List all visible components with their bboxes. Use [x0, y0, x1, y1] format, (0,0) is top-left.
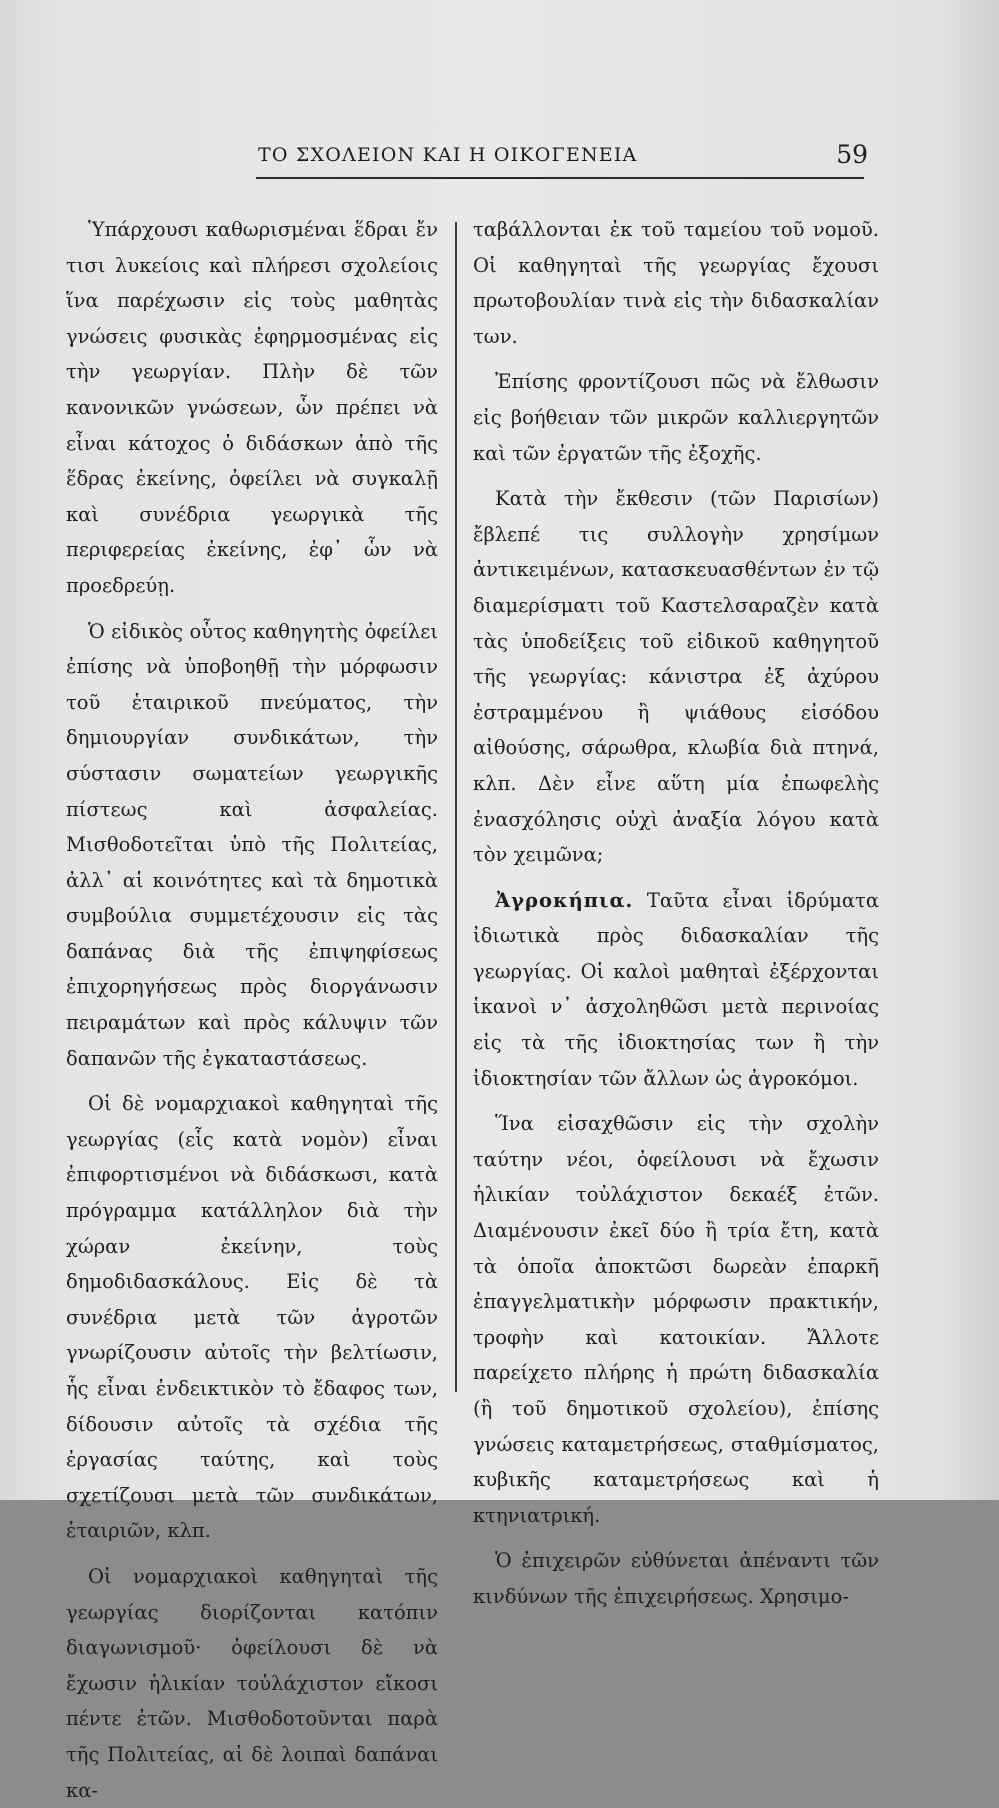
subhead-body: Ταῦτα εἶναι ἱδρύματα ἰδιωτικὰ πρὸς διδασκαλίαν τῆς γεωργίας. Οἱ καλοὶ μαθηταὶ ἐξέρχονται ἱκανοὶ ν᾽ ἀσχοληθῶσι μετὰ περινοίας εἰς τὰ τῆς ἰδιοκτησίας των ἢ τὴν ἰδιοκτησίαν τῶν ἄλλων ὡς ἀγροκόμοι.: [473, 888, 879, 1090]
paragraph: Ὁ ἐπιχειρῶν εὐθύνεται ἀπέναντι τῶν κινδύνων τῆς ἐπιχειρήσεως. Χρησιμο-: [473, 1549, 879, 1608]
header-rule: [256, 177, 864, 179]
column-divider: [455, 222, 457, 1392]
paragraph-with-subhead: [473, 883, 879, 1097]
right-column: [473, 212, 879, 1608]
paragraph: Ὑπάρχουσι καθωρισμέναι ἕδραι ἔν τισι λυκείοις καὶ πλήρεσι σχολείοις ἵνα παρέχωσιν εἰς τοὺς μαθητὰς γνώσεις φυσικὰς ἐφηρμοσμένας εἰς τὴν γεωργίαν. Πλὴν δὲ τῶν κανονικῶν γνώσεων, ὧν πρέπει νὰ εἶναι κάτοχος ὁ διδάσκων ἀπὸ τῆς ἕδρας ἐκείνης, ὀφείλει νὰ συγκαλῇ καὶ συνέδρια γεωργικὰ τῆς περιφερείας ἐκείνης, ἐφ᾽ ὧν νὰ προεδρεύῃ.: [66, 218, 438, 597]
left-column: [66, 212, 438, 1802]
paragraph: Ἵνα εἰσαχθῶσιν εἰς τὴν σχολὴν ταύτην νέοι, ὀφείλουσι νὰ ἔχωσιν ἡλικίαν τοὐλάχιστον δεκαέξ ἐτῶν. Διαμένουσιν ἐκεῖ δύο ἢ τρία ἔτη, κατὰ τὰ ὁποῖα ἀποκτῶσι δωρεὰν ἐπαρκῆ ἐπαγγελματικὴν μόρφωσιν πρακτικήν, τροφὴν καὶ κατοικίαν. Ἄλλοτε παρείχετο πλήρης ἡ πρώτη διδασκαλία (ἢ τοῦ δημοτικοῦ σχολείου), ἐπίσης γνώσεις καταμετρήσεως, σταθμίσματος, κυβικῆς καταμετρήσεως καὶ ἡ κτηνιατρική.: [473, 1112, 879, 1527]
page-number: 59: [836, 140, 868, 169]
paragraph: Οἱ νομαρχιακοὶ καθηγηταὶ τῆς γεωργίας διορίζονται κατόπιν διαγωνισμοῦ· ὀφείλουσι δὲ νὰ ἔχωσιν ἡλικίαν τοὐλάχιστον εἴκοσι πέντε ἐτῶν. Μισθοδοτοῦνται παρὰ τῆς Πολιτείας, αἱ δὲ λοιπαὶ δαπάναι κα-: [66, 1564, 438, 1802]
section-subhead: Ἀγροκήπια.: [495, 888, 634, 912]
paragraph: Ὁ εἰδικὸς οὗτος καθηγητὴς ὀφείλει ἐπίσης νὰ ὑποβοηθῇ τὴν μόρφωσιν τοῦ ἑταιρικοῦ πνεύματος, τὴν δημιουργίαν συνδικάτων, τὴν σύστασιν σωματείων γεωργικῆς πίστεως καὶ ἀσφαλείας. Μισθοδοτεῖται ὑπὸ τῆς Πολιτείας, ἀλλ᾽ αἱ κοινότητες καὶ τὰ δημοτικὰ συμβούλια συμμετέχουσιν εἰς τὰς δαπάνας διὰ τῆς ἐπιψηφίσεως ἐπιχορηγήσεως πρὸς διοργάνωσιν πειραμάτων καὶ πρὸς κάλυψιν τῶν δαπανῶν τῆς ἐγκαταστάσεως.: [66, 619, 438, 1070]
running-header: [258, 140, 868, 170]
paragraph: Οἱ δὲ νομαρχιακοὶ καθηγηταὶ τῆς γεωργίας (εἷς κατὰ νομὸν) εἶναι ἐπιφορτισμένοι νὰ διδάσκωσι, κατὰ πρόγραμμα κατάλληλον διὰ τὴν χώραν ἐκείνην, τοὺς δημοδιδασκάλους. Εἰς δὲ τὰ συνέδρια μετὰ τῶν ἀγροτῶν γνωρίζουσιν αὐτοῖς τὴν βελτίωσιν, ἧς εἶναι ἐνδεικτικὸν τὸ ἔδαφος των, δίδουσιν αὐτοῖς τὰ σχέδια τῆς ἐργασίας ταύτης, καὶ τοὺς σχετίζουσι μετὰ τῶν συνδικάτων, ἑταιριῶν, κλπ.: [66, 1092, 438, 1543]
paragraph: Ἐπίσης φροντίζουσι πῶς νὰ ἔλθωσιν εἰς βοήθειαν τῶν μικρῶν καλλιεργητῶν καὶ τῶν ἐργατῶν τῆς ἐξοχῆς.: [473, 370, 879, 465]
paragraph-continuation: ταβάλλονται ἐκ τοῦ ταμείου τοῦ νομοῦ. Οἱ καθηγηταὶ τῆς γεωργίας ἔχουσι πρωτοβουλίαν τινὰ εἰς τὴν διδασκαλίαν των.: [473, 218, 879, 348]
running-title: ΤΟ ΣΧΟΛΕΙΟΝ ΚΑΙ Η ΟΙΚΟΓΕΝΕΙΑ: [258, 144, 638, 166]
paragraph: Κατὰ τὴν ἔκθεσιν (τῶν Παρισίων) ἔβλεπέ τις συλλογὴν χρησίμων ἀντικειμένων, κατασκευασθέντων ἐν τῷ διαμερίσματι τοῦ Καστελσαραζὲν κατὰ τὰς ὑποδείξεις τοῦ εἰδικοῦ καθηγητοῦ τῆς γεωργίας: κάνιστρα ἐξ ἀχύρου ἐστραμμένου ἢ ψιάθους εἰσόδου αἰθούσης, σάρωθρα, κλωβία διὰ πτηνά, κλπ. Δὲν εἶνε αὕτη μία ἐπωφελὴς ἐνασχόλησις οὐχὶ ἀναξία λόγου κατὰ τὸν χειμῶνα;: [473, 487, 879, 867]
